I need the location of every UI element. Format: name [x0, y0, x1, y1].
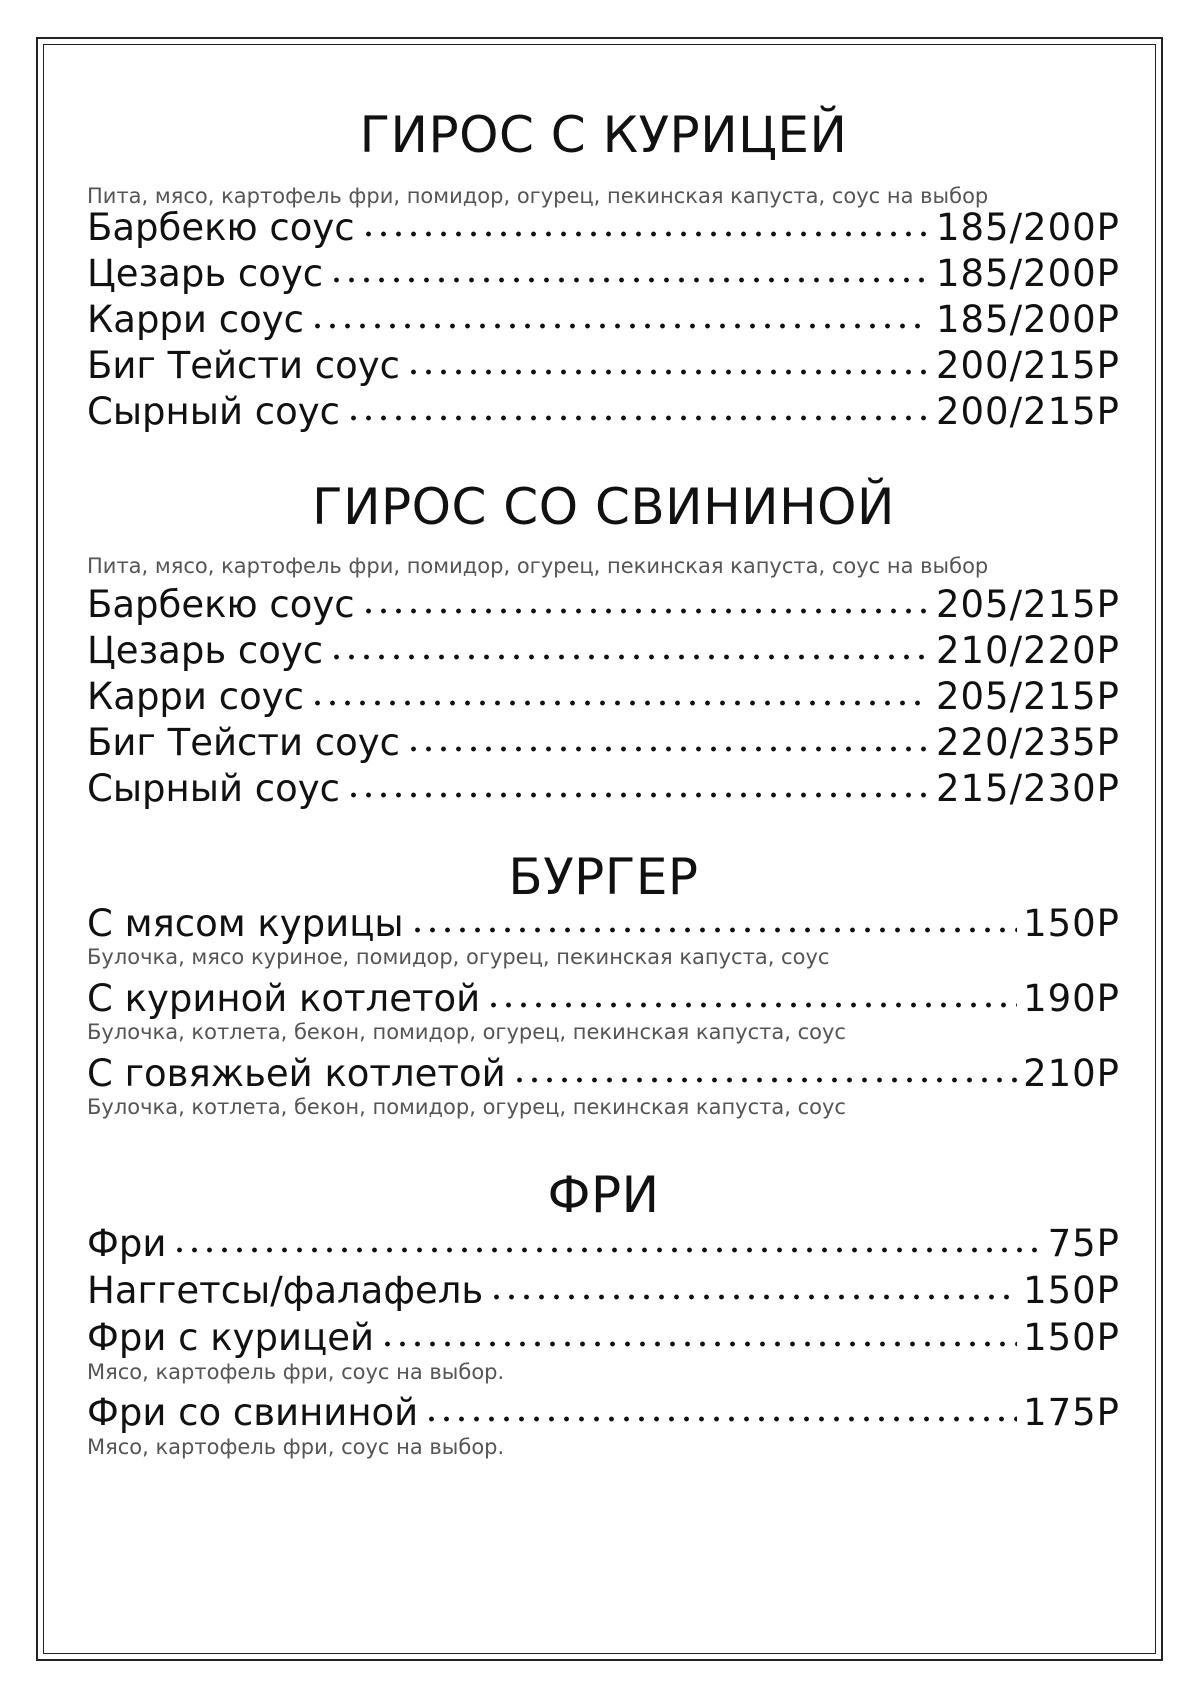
- item-name: Наггетсы/фалафель: [87, 1269, 484, 1312]
- dot-leader: [329, 651, 930, 663]
- item-price: 185/200Р: [935, 206, 1120, 249]
- item-price: 220/235Р: [935, 721, 1120, 764]
- item-price: 215/230Р: [935, 767, 1120, 810]
- item-description: Булочка, мясо куриное, помидор, огурец, пекинская капуста, соус: [87, 945, 830, 969]
- item-price: 75Р: [1047, 1222, 1120, 1265]
- dot-leader: [346, 789, 930, 801]
- dot-leader: [406, 366, 930, 378]
- dot-leader: [410, 924, 1017, 936]
- menu-item: [87, 973, 1120, 1020]
- menu-item: [87, 579, 1120, 626]
- menu-item: [87, 1312, 1120, 1359]
- item-name: Сырный соус: [87, 390, 340, 433]
- menu-item: [87, 1218, 1120, 1265]
- dot-leader: [310, 320, 930, 332]
- dot-leader: [406, 743, 930, 755]
- dot-leader: [380, 1338, 1017, 1350]
- dot-leader: [489, 1291, 1017, 1303]
- item-name: С говяжьей котлетой: [87, 1052, 506, 1095]
- item-price: 190Р: [1023, 977, 1120, 1020]
- section-title-burger: БУРГЕР: [508, 848, 699, 906]
- item-price: 210Р: [1023, 1052, 1120, 1095]
- dot-leader: [486, 999, 1017, 1011]
- item-price: 150Р: [1023, 1269, 1120, 1312]
- dot-leader: [424, 1413, 1017, 1425]
- item-name: Карри соус: [87, 675, 304, 718]
- menu-item: [87, 386, 1120, 433]
- menu-item: [87, 340, 1120, 387]
- menu-item: [87, 294, 1120, 341]
- item-name: Фри: [87, 1222, 167, 1265]
- menu-item: [87, 671, 1120, 718]
- menu-item: [87, 1387, 1120, 1434]
- item-name: С мясом курицы: [87, 902, 404, 945]
- dot-leader: [310, 697, 930, 709]
- item-price: 205/215Р: [935, 583, 1120, 626]
- item-name: Барбекю соус: [87, 206, 355, 249]
- menu-item: [87, 717, 1120, 764]
- item-name: Биг Тейсти соус: [87, 344, 400, 387]
- item-name: С куриной котлетой: [87, 977, 481, 1020]
- item-name: Барбекю соус: [87, 583, 355, 626]
- menu-item: [87, 1048, 1120, 1095]
- item-name: Фри со свининой: [87, 1391, 419, 1434]
- menu-item: [87, 625, 1120, 672]
- item-price: 185/200Р: [935, 252, 1120, 295]
- item-name: Цезарь соус: [87, 252, 324, 295]
- dot-leader: [361, 605, 930, 617]
- menu-item: [87, 763, 1120, 810]
- dot-leader: [512, 1074, 1017, 1086]
- item-price: 200/215Р: [935, 390, 1120, 433]
- item-price: 175Р: [1023, 1391, 1120, 1434]
- item-name: Фри с курицей: [87, 1316, 375, 1359]
- section-description: Пита, мясо, картофель фри, помидор, огурец, пекинская капуста, соус на выбор: [87, 554, 989, 578]
- item-price: 205/215Р: [935, 675, 1120, 718]
- item-price: 210/220Р: [935, 629, 1120, 672]
- item-price: 150Р: [1023, 902, 1120, 945]
- item-name: Карри соус: [87, 298, 304, 341]
- item-name: Биг Тейсти соус: [87, 721, 400, 764]
- item-name: Цезарь соус: [87, 629, 324, 672]
- menu-item: [87, 202, 1120, 249]
- dot-leader: [172, 1244, 1041, 1256]
- item-description: Мясо, картофель фри, соус на выбор.: [87, 1435, 505, 1459]
- dot-leader: [329, 274, 930, 286]
- section-title-gyros-pork: ГИРОС СО СВИНИНОЙ: [312, 478, 895, 536]
- item-price: 150Р: [1023, 1316, 1120, 1359]
- item-price: 200/215Р: [935, 344, 1120, 387]
- menu-item: [87, 1265, 1120, 1312]
- section-title-gyros-chicken: ГИРОС С КУРИЦЕЙ: [359, 106, 848, 164]
- item-description: Мясо, картофель фри, соус на выбор.: [87, 1360, 505, 1384]
- item-price: 185/200Р: [935, 298, 1120, 341]
- dot-leader: [361, 228, 930, 240]
- item-description: Булочка, котлета, бекон, помидор, огурец, пекинская капуста, соус: [87, 1095, 846, 1119]
- item-name: Сырный соус: [87, 767, 340, 810]
- section-title-fries: ФРИ: [547, 1166, 660, 1224]
- menu-item: [87, 248, 1120, 295]
- section-description: Пита, мясо, картофель фри, помидор, огурец, пекинская капуста, соус на выбор: [87, 184, 989, 208]
- item-description: Булочка, котлета, бекон, помидор, огурец, пекинская капуста, соус: [87, 1020, 846, 1044]
- dot-leader: [346, 412, 930, 424]
- menu-item: [87, 898, 1120, 945]
